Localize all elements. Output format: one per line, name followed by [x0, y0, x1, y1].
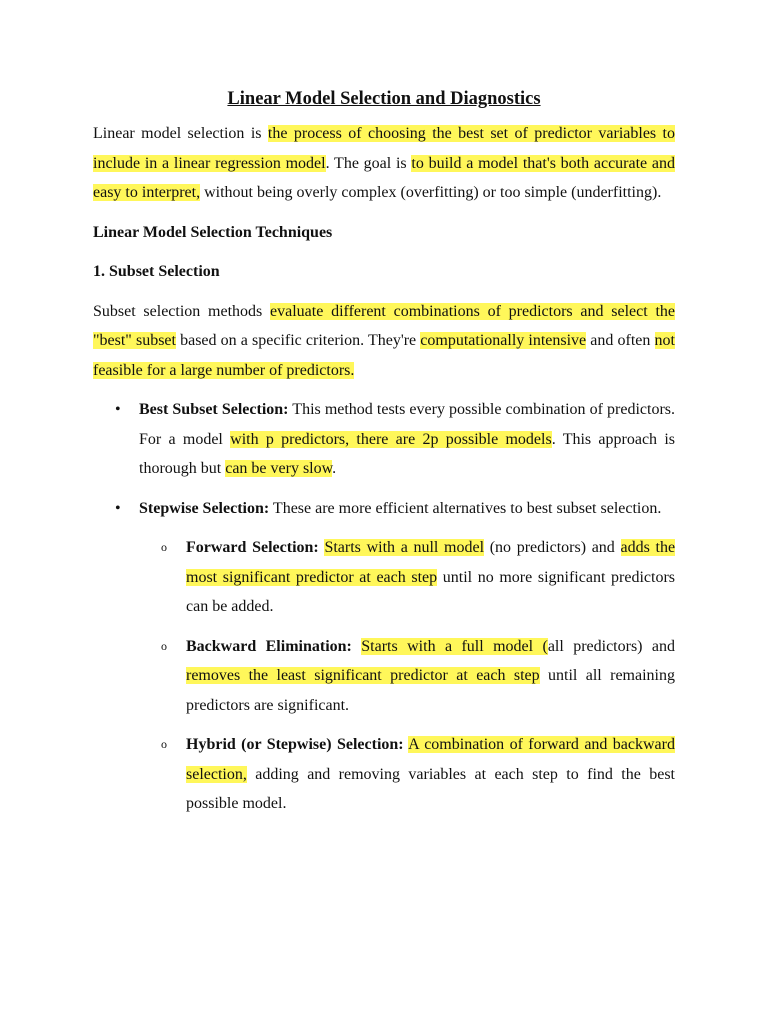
circle-bullet-icon: o [161, 540, 167, 554]
item-label: Stepwise Selection: [139, 499, 270, 517]
text-span: until all remaining predictors are significant. [186, 667, 675, 714]
list-item-text [186, 730, 675, 819]
text-span: (no predictors) and [484, 539, 621, 556]
subsection-heading: 1. Subset Selection [93, 263, 220, 280]
highlighted-text: Starts with a null model [324, 539, 485, 556]
text-span: until no more significant predictors can be added. [186, 568, 676, 615]
highlighted-text: the process of choosing the best set of predictor variables to include in a linear regression model [93, 125, 676, 172]
text-span: . The goal is [325, 154, 412, 172]
text-span: without being overly complex (overfitting) or too simple (underfitting). [200, 184, 662, 201]
circle-bullet-icon: o [161, 737, 167, 751]
item-label: Hybrid (or Stepwise) Selection: [186, 736, 404, 753]
highlighted-text: A combination of forward and backward selection, [186, 736, 675, 783]
list-item-text [186, 632, 675, 721]
section-heading: Linear Model Selection Techniques [93, 223, 333, 241]
highlighted-text: evaluate different combinations of predictors and select the "best" subset [93, 302, 675, 349]
subset-paragraph [93, 297, 675, 386]
item-label: Best Subset Selection: [139, 401, 289, 418]
text-span: Subset selection methods [93, 302, 271, 320]
highlighted-text: can be very slow [225, 460, 333, 477]
text-span: and often [586, 332, 655, 349]
list-item-text [139, 494, 675, 524]
bullet-icon: • [115, 499, 121, 517]
list-item-stepwise [93, 494, 675, 524]
list-item-hybrid [93, 730, 675, 819]
text-span: Linear model selection is [93, 125, 268, 142]
list-item-text [139, 395, 675, 484]
highlighted-text: not feasible for a large number of predictors. [93, 332, 675, 379]
text-span [352, 638, 361, 655]
highlighted-text: to build a model that's both accurate and easy to interpret, [93, 154, 676, 201]
bullet-list [93, 395, 675, 523]
highlighted-text: with p predictors, there are 2p possible models [230, 430, 552, 448]
highlighted-text: computationally intensive [420, 332, 587, 349]
intro-paragraph [93, 119, 675, 208]
bullet-icon: • [115, 401, 121, 418]
item-label: Backward Elimination: [186, 637, 352, 655]
item-label: Forward Selection: [186, 539, 319, 556]
text-span: based on a specific criterion. They're [175, 332, 421, 349]
list-item-backward [93, 632, 675, 721]
text-span: . This approach is thorough but [139, 430, 675, 477]
highlighted-text: Starts with a full model ( [361, 637, 548, 655]
text-span: . [332, 460, 337, 477]
list-item-best-subset [93, 395, 675, 484]
text-span: adding and removing variables at each step to find the best possible model. [186, 765, 675, 812]
text-span: This method tests every possible combination of predictors. For a model [139, 401, 676, 448]
text-span: all predictors) and [547, 637, 676, 655]
circle-bullet-icon: o [161, 638, 167, 653]
list-item-text [186, 533, 675, 622]
sub-bullet-list [93, 533, 675, 819]
document-title: Linear Model Selection and Diagnostics [227, 89, 541, 109]
highlighted-text: removes the least significant predictor at each step [186, 667, 540, 684]
list-item-forward [93, 533, 675, 622]
highlighted-text: adds the most significant predictor at each step [186, 539, 676, 586]
text-span: These are more efficient alternatives to best subset selection. [269, 499, 662, 517]
